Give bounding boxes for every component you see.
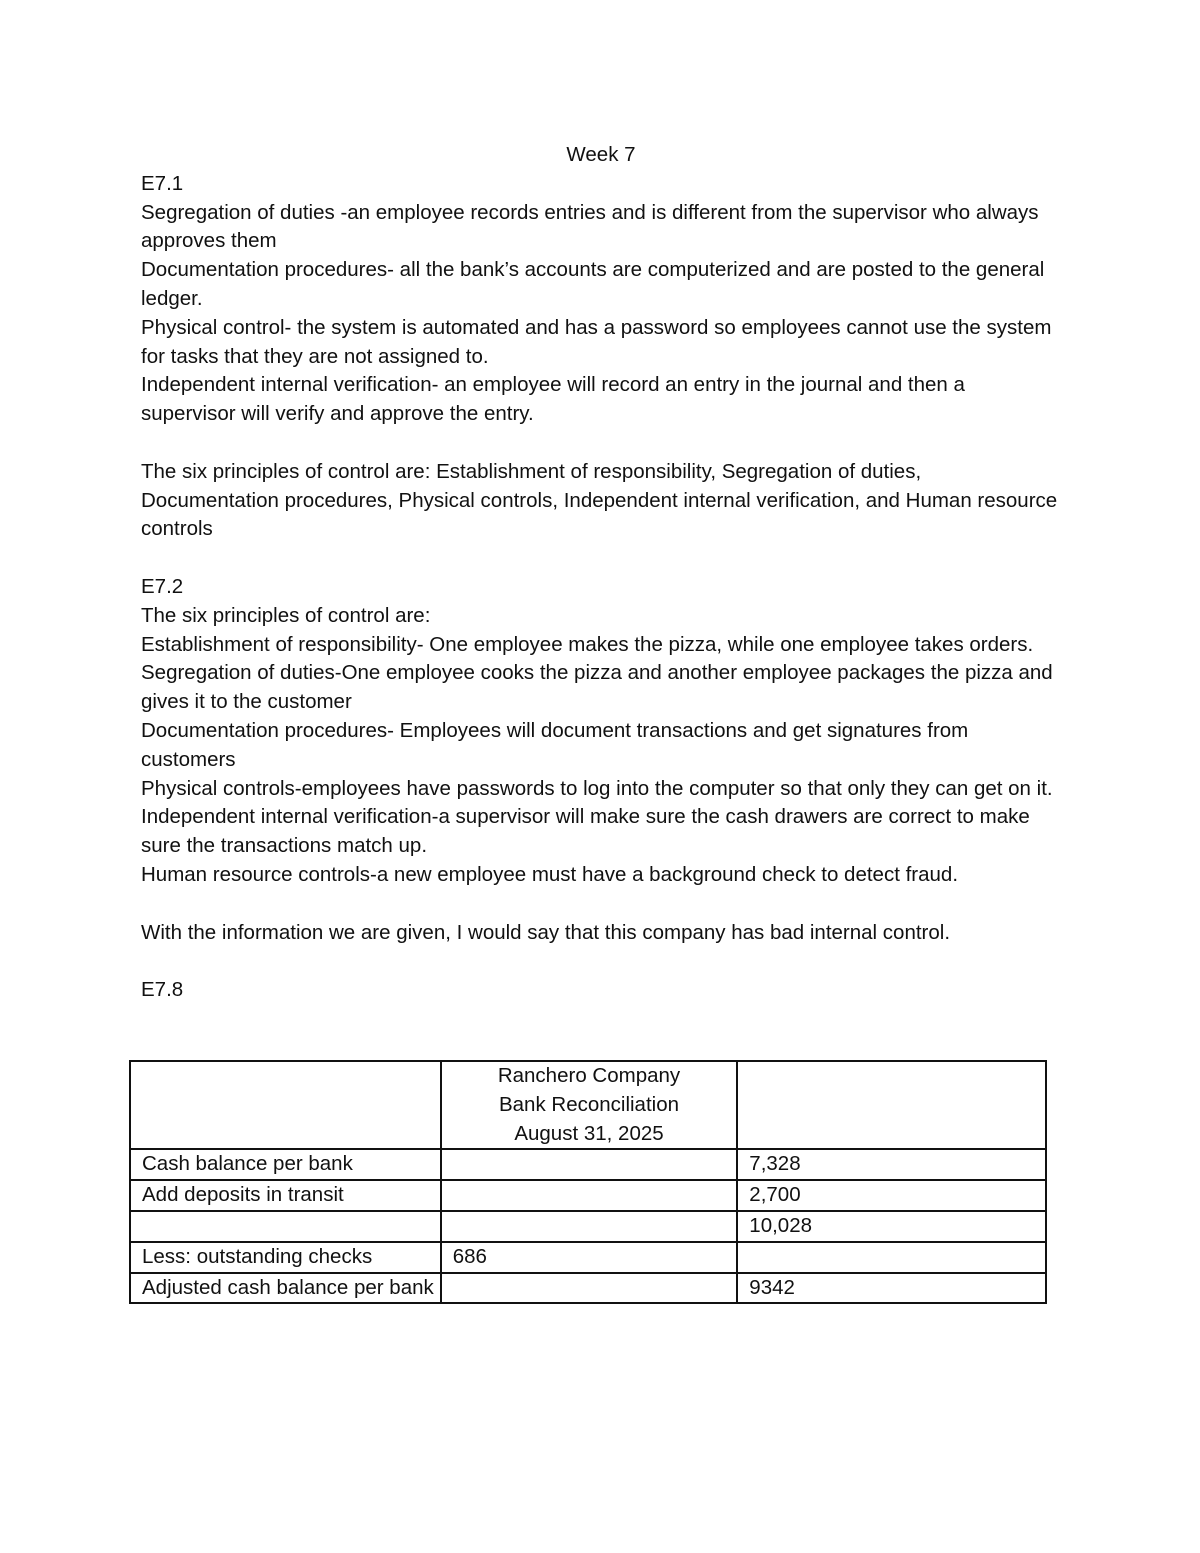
row-label: Add deposits in transit (130, 1180, 441, 1211)
e7-1-line-physical: Physical control- the system is automated and has a password so employees cannot use the system for tasks that they are not assigned to. (141, 315, 1052, 368)
row-amount: 10,028 (737, 1211, 1046, 1242)
document-body (141, 141, 1061, 1005)
table-row (130, 1149, 1046, 1180)
e7-2-intro: The six principles of control are: (141, 603, 431, 627)
row-amount: 7,328 (737, 1149, 1046, 1180)
row-mid (441, 1273, 738, 1304)
e7-2-line-responsibility: Establishment of responsibility- One employee makes the pizza, while one employee takes orders. (141, 632, 1034, 656)
table-cell (737, 1061, 1046, 1149)
page-title: Week 7 (566, 143, 636, 166)
row-amount: 9342 (737, 1273, 1046, 1304)
e7-2-line-segregation: Segregation of duties-One employee cooks the pizza and another employee packages the pizza and gives it to the customer (141, 661, 1053, 714)
e7-2-line-human-resource: Human resource controls-a new employee must have a background check to detect fraud. (141, 862, 959, 886)
section-heading-e7-2: E7.2 (141, 574, 184, 598)
table-header-row (130, 1061, 1046, 1149)
row-label: Adjusted cash balance per bank (130, 1273, 441, 1304)
table-row (130, 1180, 1046, 1211)
spacer (141, 947, 1061, 976)
e7-1-line-documentation: Documentation procedures- all the bank’s accounts are computerized and are posted to the general ledger. (141, 258, 1045, 310)
row-mid: 686 (441, 1242, 738, 1273)
spacer (141, 890, 1061, 919)
row-label: Less: outstanding checks (130, 1242, 441, 1273)
e7-1-summary: The six principles of control are: Establishment of responsibility, Segregation of duties, Documentation procedures, Physical controls, Independent internal verification, and Human resource controls (141, 459, 1058, 541)
company-name: Ranchero Company (497, 1064, 681, 1087)
section-heading-e7-1: E7.1 (141, 171, 184, 195)
e7-1-line-verification: Independent internal verification- an employee will record an entry in the journal and then a supervisor will verify and approve the entry. (141, 373, 965, 426)
statement-name: Bank Reconciliation (498, 1092, 680, 1116)
e7-2-line-documentation: Documentation procedures- Employees will document transactions and get signatures from customers (141, 718, 969, 771)
spacer (141, 544, 1061, 573)
e7-2-line-verification: Independent internal verification-a supervisor will make sure the cash drawers are correct to make sure the transactions match up. (141, 805, 1030, 858)
row-amount (737, 1242, 1046, 1273)
row-amount: 2,700 (737, 1180, 1046, 1211)
spacer (141, 429, 1061, 458)
row-mid (441, 1211, 738, 1242)
table-header-cell (441, 1061, 738, 1149)
bank-reconciliation-table (129, 1060, 1047, 1304)
row-label (130, 1211, 441, 1242)
row-label: Cash balance per bank (130, 1149, 441, 1180)
table-cell (130, 1061, 441, 1149)
row-mid (441, 1180, 738, 1211)
e7-2-conclusion: With the information we are given, I would say that this company has bad internal control. (141, 920, 951, 944)
table-row (130, 1273, 1046, 1304)
section-heading-e7-8: E7.8 (141, 978, 184, 1002)
e7-2-line-physical: Physical controls-employees have passwords to log into the computer so that only they can get on it. (141, 776, 1053, 800)
statement-date: August 31, 2025 (514, 1121, 664, 1145)
e7-1-line-segregation: Segregation of duties -an employee records entries and is different from the supervisor who always approves them (141, 200, 1039, 253)
row-mid (441, 1149, 738, 1180)
table-row (130, 1211, 1046, 1242)
table-row (130, 1242, 1046, 1273)
